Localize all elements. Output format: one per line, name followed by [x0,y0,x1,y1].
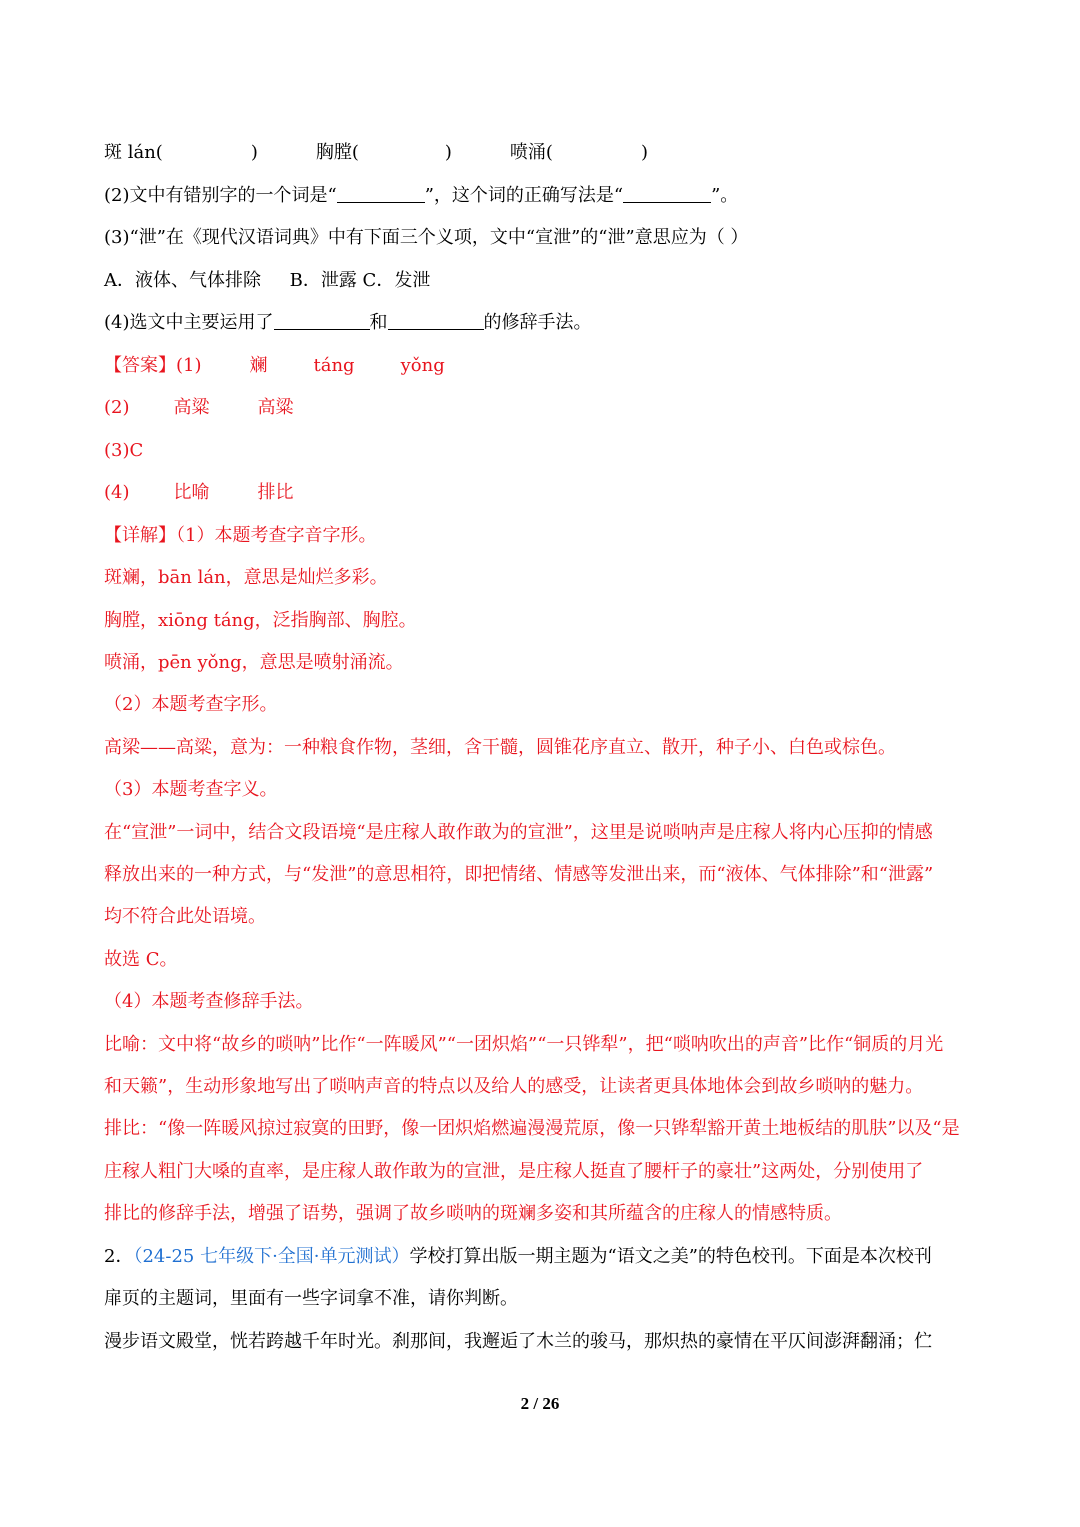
question-2-line-2: 扉页的主题词，里面有一些字词拿不准，请你判断。 [104,1288,518,1309]
sub-question-3: (3)“泄”在《现代汉语词典》中有下面三个义项，文中“宣泄”的“泄”意思应为（ ） [104,227,749,248]
pinyin-item-1: 斑 lán( [104,142,163,163]
question-2-line-3: 漫步语文殿堂，恍若跨越千年时光。刹那间，我邂逅了木兰的骏马，那炽热的豪情在平仄间澎湃翻涌；伫 [104,1331,932,1352]
sub2-text-b: ”，这个词的正确写法是“ [424,185,624,206]
sub4-text-b: 和 [369,312,388,333]
answer-label: 【答案】(1) [104,355,202,376]
pinyin-item-3: 喷涌( [509,142,553,163]
answer-value: 斓 [249,355,268,376]
detail-line: （2）本题考查字形。 [104,694,278,715]
answer-line-3: (3)C [104,440,144,461]
sub-question-4 [104,311,980,335]
answer-blank [274,311,370,330]
question-2-line-1 [104,1245,980,1269]
answer-value: 高粱 [257,397,294,418]
answer-blank [337,184,425,203]
question-number: 2． [104,1246,134,1267]
answer-value: 高粱 [173,397,210,418]
answer-value: 排比 [257,482,294,503]
paren-close: ) [444,142,452,163]
detail-line: 均不符合此处语境。 [104,906,266,927]
page-number: 2 / 26 [520,1394,560,1413]
answer-value: 比喻 [173,482,210,503]
question-text: 学校打算出版一期主题为“语文之美”的特色校刊。下面是本次校刊 [409,1246,932,1267]
answer-value: yǒng [400,355,445,376]
sub-question-2 [104,184,980,208]
answer-sub-label: (2) [104,397,130,418]
paren-close: ) [250,142,258,163]
sub4-text-a: (4)选文中主要运用了 [104,312,274,333]
detail-line: 排比的修辞手法，增强了语势，强调了故乡唢呐的斑斓多姿和其所蕴含的庄稼人的情感特质。 [104,1203,842,1224]
answer-value: táng [313,355,355,376]
detail-line: 喷涌，pēn yǒng，意思是喷射涌流。 [104,652,404,673]
detail-line: 庄稼人粗门大嗓的直率，是庄稼人敢作敢为的宣泄，是庄稼人挺直了腰杆子的豪壮”这两处，分别使用了 [104,1161,924,1182]
detail-line: （3）本题考查字义。 [104,779,278,800]
detail-label: 【详解】（1）本题考查字音字形。 [104,525,377,546]
detail-line: 在“宣泄”一词中，结合文段语境“是庄稼人敢作敢为的宣泄”，这里是说唢呐声是庄稼人将内心压抑的情感 [104,822,933,843]
detail-line: 胸膛，xiōng táng，泛指胸部、胸腔。 [104,610,417,631]
detail-line: （4）本题考查修辞手法。 [104,991,314,1012]
question-source: （24-25 七年级下·全国·单元测试） [133,1246,410,1267]
pinyin-item-2: 胸膛( [315,142,359,163]
detail-line: 比喻：文中将“故乡的唢呐”比作“一阵暖风”“一团炽焰”“一只铧犁”，把“唢呐吹出的声音”比作“铜质的月光 [104,1034,944,1055]
detail-line: 斑斓，bān lán，意思是灿烂多彩。 [104,567,388,588]
answer-blank [623,184,711,203]
answer-blank [388,311,484,330]
answer-sub-label: (4) [104,482,130,503]
detail-line: 故选 C。 [104,949,178,970]
sub2-text-c: ”。 [711,185,739,206]
detail-line: 释放出来的一种方式，与“发泄”的意思相符，即把情绪、情感等发泄出来，而“液体、气体排除”和“泄露” [104,864,934,885]
sub2-text-a: (2)文中有错别字的一个词是“ [104,185,337,206]
paren-close: ) [640,142,648,163]
detail-line: 排比：“像一阵暖风掠过寂寞的田野，像一团炽焰燃遍漫漫荒原，像一只铧犁豁开黄土地板结的肌肤”以及“是 [104,1118,960,1139]
answer-line-2 [104,396,980,420]
answer-line-4 [104,481,980,505]
sub4-text-c: 的修辞手法。 [483,312,592,333]
options-line: A．液体、气体排除 B．泄露 C．发泄 [104,270,431,291]
answer-line-1 [104,354,980,378]
detail-line: 和天籁”，生动形象地写出了唢呐声音的特点以及给人的感受，让读者更具体地体会到故乡唢呐的魅力。 [104,1076,924,1097]
pinyin-question-line [104,141,980,165]
detail-line: 高梁——高粱，意为：一种粮食作物，茎细，含干髓，圆锥花序直立、散开，种子小、白色或棕色。 [104,737,896,758]
